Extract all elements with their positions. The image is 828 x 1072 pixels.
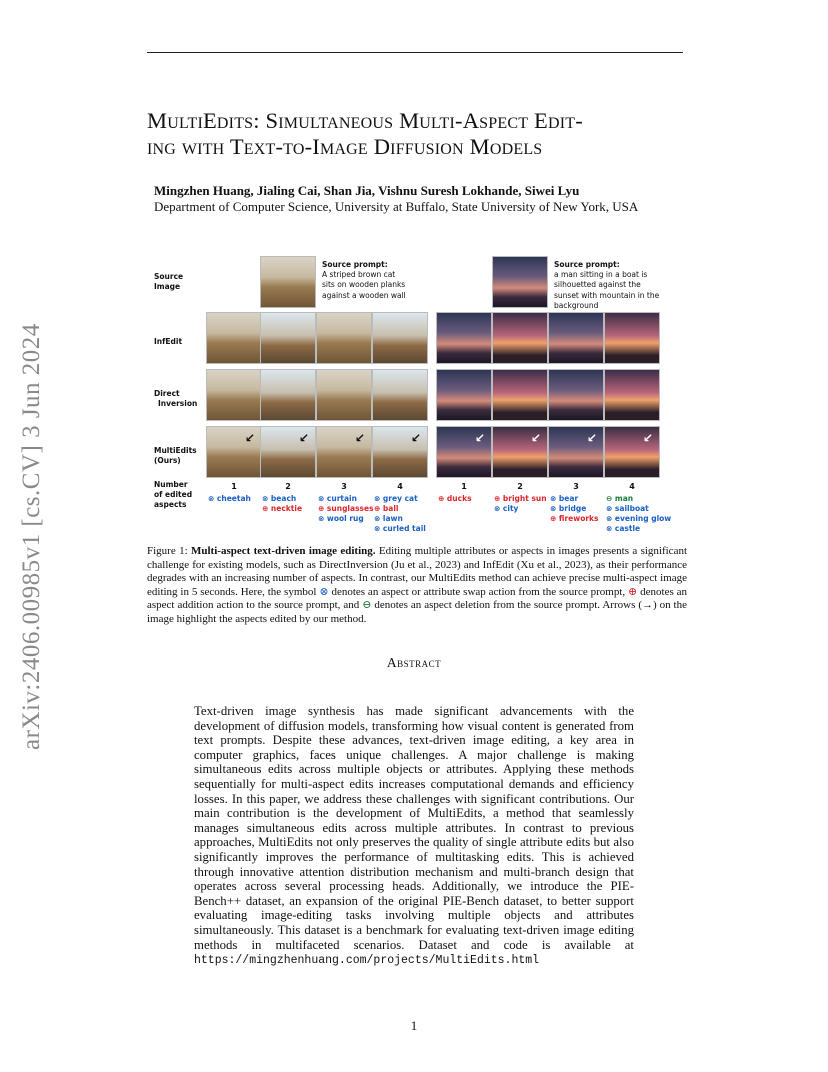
source-prompt-line: sunset with mountain in the [554, 290, 660, 300]
edit-item [550, 514, 599, 524]
result-image [372, 369, 428, 421]
caption-text: denotes an aspect or attribute swap action from the source prompt, [328, 585, 629, 598]
row-label-source [154, 272, 183, 292]
edit-action-icon: ⊗ [550, 494, 557, 503]
edit-item [550, 504, 586, 514]
caption-bold: Multi-aspect text-driven image editing. [191, 545, 376, 557]
result-image [436, 369, 492, 421]
aspect-count: 4 [629, 482, 635, 491]
edit-arrow-icon: ↙ [530, 431, 541, 445]
result-image [206, 369, 262, 421]
edit-item [606, 514, 671, 524]
edit-arrow-icon: ↙ [298, 431, 309, 445]
source-prompt-line: a man sitting in a boat is [554, 270, 648, 280]
edit-action-icon: ⊗ [374, 494, 381, 503]
edit-arrow-icon: ↙ [586, 431, 597, 445]
edit-action-icon: ⊕ [374, 504, 381, 513]
row-label-line: of edited [154, 490, 193, 499]
caption-text: denotes an aspect deletion from the source prompt. Arrows (→) on the image highlight the aspects edited by our method. [147, 599, 687, 625]
edit-action-icon: ⊕ [494, 494, 501, 503]
source-image-boat [492, 256, 548, 308]
edit-label: ducks [446, 494, 472, 503]
edit-label: bridge [558, 504, 587, 513]
edit-action-icon: ⊗ [374, 514, 381, 523]
aspect-count: 3 [341, 482, 347, 491]
edit-arrow-icon: ↙ [642, 431, 653, 445]
edit-item [208, 494, 251, 504]
result-image [316, 369, 372, 421]
edit-label: curled tail [382, 524, 426, 533]
edit-item [318, 504, 374, 514]
result-image [372, 426, 428, 478]
row-label-infedit [154, 337, 182, 347]
result-image [492, 369, 548, 421]
result-image [372, 312, 428, 364]
result-image [206, 312, 262, 364]
result-image [260, 369, 316, 421]
result-image [206, 426, 262, 478]
edit-action-icon: ⊗ [606, 504, 613, 513]
edit-item [550, 494, 578, 504]
edit-arrow-icon: ↙ [244, 431, 255, 445]
row-label-multiedits [154, 446, 197, 466]
row-label-line: (Ours) [154, 456, 181, 465]
edit-item [262, 504, 302, 514]
row-label-line: MultiEdits [154, 446, 197, 455]
header-rule [147, 52, 683, 53]
edit-action-icon: ⊕ [318, 504, 325, 513]
edit-action-icon: ⊗ [262, 494, 269, 503]
authors: Mingzhen Huang, Jialing Cai, Shan Jia, Vishnu Suresh Lokhande, Siwei Lyu [154, 183, 580, 198]
result-image [492, 426, 548, 478]
row-label-line: Direct [154, 389, 180, 398]
edit-action-icon: ⊗ [208, 494, 215, 503]
result-image [316, 426, 372, 478]
result-image [436, 312, 492, 364]
edit-label: man [614, 494, 634, 503]
edit-arrow-icon: ↙ [474, 431, 485, 445]
result-image [260, 426, 316, 478]
aspect-count: 2 [285, 482, 291, 491]
edit-label: lawn [382, 514, 403, 523]
edit-item [318, 514, 364, 524]
edit-item [262, 494, 296, 504]
edit-label: castle [614, 524, 641, 533]
abstract-body [194, 704, 634, 969]
edit-item [606, 524, 640, 534]
paper-title [147, 108, 687, 160]
source-prompt-cat [322, 260, 406, 301]
edit-label: necktie [270, 504, 303, 513]
edit-action-icon: ⊗ [494, 504, 501, 513]
edit-label: evening glow [614, 514, 672, 523]
result-image [604, 426, 660, 478]
result-image [492, 312, 548, 364]
edit-action-icon: ⊖ [606, 494, 613, 503]
edit-label: ball [382, 504, 399, 513]
edit-item [374, 494, 418, 504]
source-prompt-line: sits on wooden planks [322, 280, 406, 290]
edit-item [494, 494, 547, 504]
row-label-direct [154, 389, 197, 409]
figure-caption [147, 545, 687, 627]
source-prompt-line: A striped brown cat [322, 270, 396, 280]
edit-item [606, 504, 649, 514]
source-prompt-line: silhouetted against the [554, 280, 641, 290]
result-image [316, 312, 372, 364]
source-prompt-header: Source prompt: [554, 260, 620, 269]
source-image-cat [260, 256, 316, 308]
abstract-heading-text: Abstract [386, 655, 442, 670]
edit-label: grey cat [382, 494, 418, 503]
row-label-line: Number [154, 480, 188, 489]
add-symbol-icon: ⊕ [628, 585, 638, 598]
edit-item [374, 524, 426, 534]
edit-label: sailboat [614, 504, 649, 513]
edit-action-icon: ⊗ [550, 504, 557, 513]
edit-label: wool rug [326, 514, 364, 523]
source-prompt-boat [554, 260, 659, 311]
edit-label: city [502, 504, 519, 513]
aspect-count: 3 [573, 482, 579, 491]
caption-text: denotes an aspect addition action to the source prompt, and [147, 585, 688, 612]
aspect-count: 2 [517, 482, 523, 491]
edit-item [374, 514, 403, 524]
abstract-heading [0, 655, 828, 671]
affiliation: Department of Computer Science, University at Buffalo, State University of New York, USA [154, 199, 639, 214]
source-prompt-line: against a wooden wall [322, 290, 406, 300]
edit-arrow-icon: ↙ [354, 431, 365, 445]
figure-1 [150, 252, 680, 542]
aspect-count: 4 [397, 482, 403, 491]
edit-label: sunglasses [326, 504, 374, 513]
edit-label: beach [270, 494, 297, 503]
edit-action-icon: ⊗ [606, 514, 613, 523]
edit-action-icon: ⊕ [550, 514, 557, 523]
edit-label: fireworks [558, 514, 599, 523]
edit-action-icon: ⊕ [262, 504, 269, 513]
result-image [604, 312, 660, 364]
result-image [604, 369, 660, 421]
row-label-line: Inversion [158, 399, 198, 408]
edit-label: cheetah [216, 494, 251, 503]
result-image [436, 426, 492, 478]
title-line-1: MultiEdits: Simultaneous Multi-Aspect Edit- [147, 108, 583, 133]
result-image [548, 312, 604, 364]
edit-arrow-icon: ↙ [410, 431, 421, 445]
arxiv-stamp: arXiv:2406.00985v1 [cs.CV] 3 Jun 2024 [18, 323, 45, 750]
row-label-line: aspects [154, 500, 187, 509]
result-image [260, 312, 316, 364]
edit-action-icon: ⊕ [438, 494, 445, 503]
project-link[interactable]: https://mingzhenhuang.com/projects/MultiEdits.html [194, 954, 540, 968]
edit-item [438, 494, 472, 504]
row-label-line: InfEdit [154, 337, 183, 346]
delete-symbol-icon: ⊖ [362, 599, 372, 612]
edit-action-icon: ⊗ [606, 524, 613, 533]
swap-symbol-icon: ⊗ [319, 585, 329, 598]
result-image [548, 369, 604, 421]
row-label-number [154, 480, 192, 510]
source-prompt-header: Source prompt: [322, 260, 388, 269]
aspect-count: 1 [461, 482, 467, 491]
result-image [548, 426, 604, 478]
row-label-line: Source [154, 272, 184, 281]
edit-label: curtain [326, 494, 357, 503]
source-prompt-line: background [554, 300, 599, 310]
edit-item [374, 504, 399, 514]
edit-item [494, 504, 518, 514]
edit-label: bear [558, 494, 579, 503]
caption-label: Figure 1: [147, 545, 188, 557]
edit-action-icon: ⊗ [318, 494, 325, 503]
edit-item [606, 494, 633, 504]
title-line-2: ing with Text-to-Image Diffusion Models [147, 134, 543, 159]
page-number: 1 [410, 1018, 418, 1033]
edit-item [318, 494, 357, 504]
edit-label: bright sun [502, 494, 547, 503]
aspect-count: 1 [231, 482, 237, 491]
caption-text: Editing multiple attributes or aspects in images presents a significant challenge for existing models, such as DirectInversion (Ju et al., 2023) and InfEdit (Xu et al., 2023), as their performance degrades with an increasing number of aspects. In contrast, our MultiEdits method can achieve precise multi-aspect image editing in 5 seconds. Here, the symbol [147, 545, 688, 598]
abstract-text: Text-driven image synthesis has made significant advancements with the development of diffusion models, transforming how visual content is generated from text prompts. Despite these advances, text-driven image editing, a key area in computer graphics, faces unique challenges. A major challenge is making simultaneous edits across multiple objects or attributes. Applying these methods sequentially for multi-aspect edits increases computational demands and efficiency losses. In this paper, we address these challenges with significant contributions. Our main contribution is the development of MultiEdits, a method that seamlessly manages simultaneous edits across multiple attributes. In contrast to previous approaches, MultiEdits not only preserves the quality of single attribute edits but also significantly improves the performance of multitasking edits. This is achieved through innovative attention distribution mechanism and multi-branch design that operates across several processing heads. Additionally, we introduce the PIE-Bench++ dataset, an expansion of the original PIE-Bench dataset, to better support evaluating image-editing tasks involving multiple objects and attributes simultaneously. This dataset is a benchmark for evaluating text-driven image editing methods in multifaceted scenarios. Dataset and code is available at [194, 704, 634, 952]
edit-action-icon: ⊗ [374, 524, 381, 533]
row-label-line: Image [154, 282, 181, 291]
edit-action-icon: ⊗ [318, 514, 325, 523]
